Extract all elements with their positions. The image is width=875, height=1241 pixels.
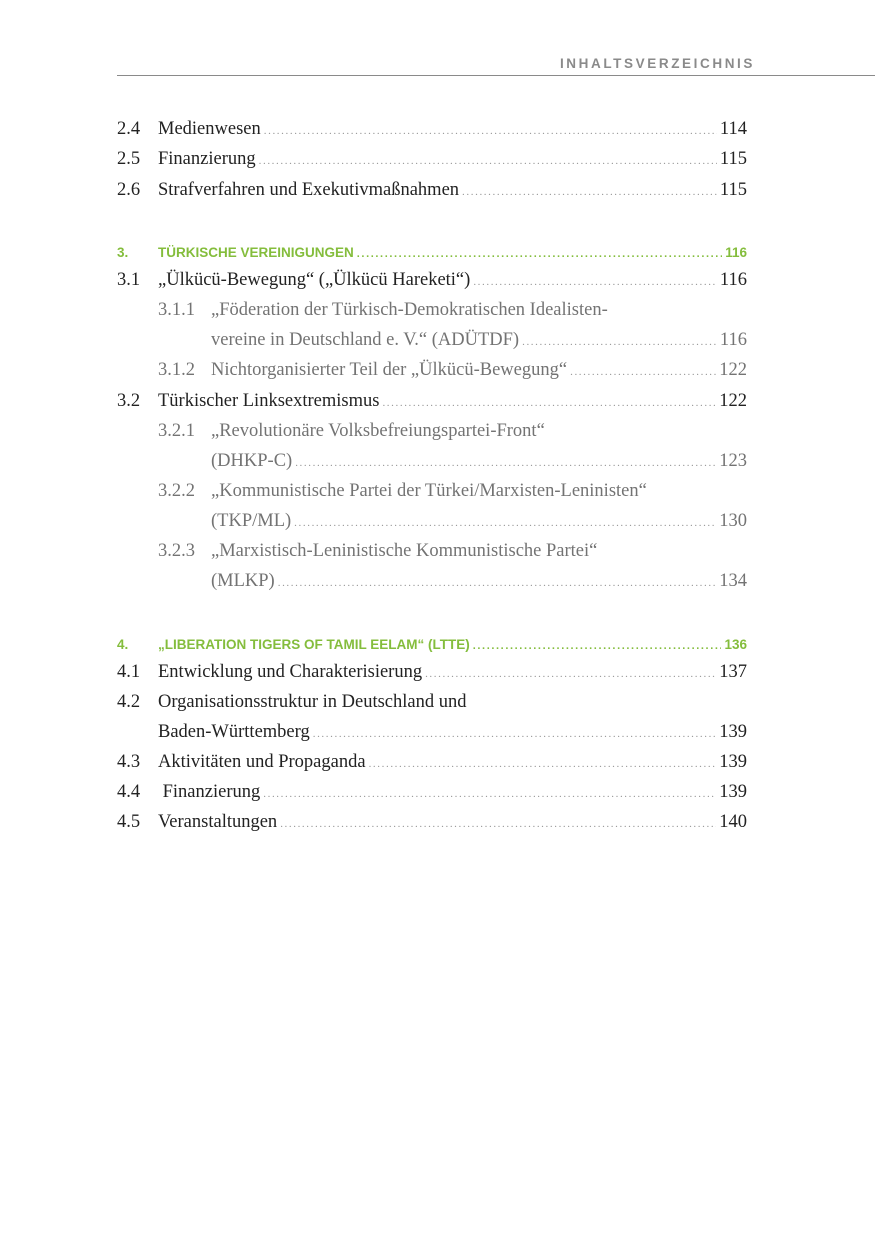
- dot-leader: [522, 336, 717, 348]
- toc-entry-4-2-cont[interactable]: [117, 722, 747, 752]
- toc-page-number: 134: [719, 571, 747, 591]
- dot-leader: [263, 788, 716, 800]
- toc-page-number: 140: [719, 812, 747, 832]
- toc-number: 3.1.1: [158, 300, 195, 320]
- toc-title: Entwicklung und Charakterisierung: [158, 662, 423, 682]
- toc-title: Nichtorganisierter Teil der „Ülkücü-Bewegung“: [211, 360, 568, 380]
- dot-leader: [473, 276, 717, 288]
- toc-page-number: 122: [719, 360, 747, 380]
- toc-title: „Ülkücü-Bewegung“ („Ülkücü Hareketi“): [158, 270, 471, 290]
- toc-title-line1: „Föderation der Türkisch-Demokratischen Idealisten-: [211, 300, 608, 320]
- dot-leader: [462, 186, 717, 198]
- toc-number: 2.4: [117, 119, 141, 139]
- toc-number: 4.: [117, 637, 129, 652]
- toc-page-number: 114: [719, 119, 747, 139]
- toc-title: Medienwesen: [158, 119, 261, 139]
- toc-entry-3-2-2-cont[interactable]: [117, 511, 747, 541]
- toc-entry-3-2-1-cont[interactable]: [117, 451, 747, 481]
- toc-entry-3-2-2[interactable]: [117, 481, 747, 511]
- toc-number: 3.2.3: [158, 541, 195, 561]
- toc-title-line1: „Kommunistische Partei der Türkei/Marxisten-Leninisten“: [211, 481, 647, 501]
- toc-title: Aktivitäten und Propaganda: [158, 752, 366, 772]
- toc-number: 3.1.2: [158, 360, 195, 380]
- toc-title: Finanzierung: [158, 782, 261, 802]
- toc-number: 3.2.1: [158, 421, 195, 441]
- toc-page-number: 122: [719, 391, 747, 411]
- toc-entry-2-5[interactable]: [117, 149, 747, 179]
- toc-entry-3-2-3-cont[interactable]: [117, 571, 747, 601]
- toc-title: TÜRKISCHE VEREINIGUNGEN: [158, 245, 354, 260]
- dot-leader: [357, 248, 722, 260]
- dot-leader: [295, 457, 716, 469]
- toc-page-number: 115: [719, 149, 747, 169]
- dot-leader: [259, 155, 717, 167]
- toc-title: Veranstaltungen: [158, 812, 278, 832]
- toc-title-line2: (TKP/ML): [211, 511, 292, 531]
- toc-number: 3.2.2: [158, 481, 195, 501]
- toc-title: „LIBERATION TIGERS OF TAMIL EELAM“ (LTTE): [158, 637, 470, 652]
- dot-leader: [473, 640, 722, 652]
- toc-number: 3.2: [117, 391, 141, 411]
- toc-entry-2-4[interactable]: [117, 119, 747, 149]
- dot-leader: [369, 758, 717, 770]
- toc-page-number: 116: [719, 270, 747, 290]
- toc-page-number: 130: [719, 511, 747, 531]
- toc-entry-3-1[interactable]: [117, 270, 747, 300]
- toc-entry-3-1-1[interactable]: [117, 300, 747, 330]
- dot-leader: [570, 366, 716, 378]
- toc-number: 2.5: [117, 149, 141, 169]
- dot-leader: [264, 125, 717, 137]
- header-divider: [117, 75, 875, 76]
- toc-title-line2: vereine in Deutschland e. V.“ (ADÜTDF): [211, 330, 520, 350]
- toc-page-number: 139: [719, 782, 747, 802]
- toc-number: 3.1: [117, 270, 141, 290]
- toc-entry-4-5[interactable]: [117, 812, 747, 842]
- dot-leader: [278, 577, 717, 589]
- dot-leader: [382, 397, 716, 409]
- toc-title: Strafverfahren und Exekutivmaßnahmen: [158, 180, 460, 200]
- toc-number: 4.5: [117, 812, 141, 832]
- dot-leader: [280, 818, 716, 830]
- toc-page-number: 139: [719, 752, 747, 772]
- toc-title: Türkischer Linksextremismus: [158, 391, 380, 411]
- toc-page-number: 115: [719, 180, 747, 200]
- toc-number: 4.4: [117, 782, 141, 802]
- running-header: INHALTSVERZEICHNIS: [559, 56, 755, 71]
- toc-entry-4-4[interactable]: [117, 782, 747, 812]
- toc-title-line2: (DHKP-C): [211, 451, 293, 471]
- toc-page-number: 116: [725, 245, 747, 260]
- toc-page-number: 136: [724, 637, 747, 652]
- toc-entry-4-2[interactable]: [117, 692, 747, 722]
- toc-number: 3.: [117, 245, 129, 260]
- toc-title-line2: (MLKP): [211, 571, 275, 591]
- toc-entry-3-2-3[interactable]: [117, 541, 747, 571]
- toc-page-number: 116: [719, 330, 747, 350]
- toc-page-number: 139: [719, 722, 747, 742]
- toc-entry-3-1-2[interactable]: [117, 360, 747, 390]
- toc-title-line2: Baden-Württemberg: [158, 722, 310, 742]
- toc-title: Finanzierung: [158, 149, 256, 169]
- toc-entry-4-3[interactable]: [117, 752, 747, 782]
- dot-leader: [425, 668, 716, 680]
- toc-number: 2.6: [117, 180, 141, 200]
- toc-title-line1: „Marxistisch-Leninistische Kommunistische Partei“: [211, 541, 598, 561]
- toc-number: 4.3: [117, 752, 141, 772]
- toc-title-line1: Organisationsstruktur in Deutschland und: [158, 692, 467, 712]
- toc-entry-3-2[interactable]: [117, 391, 747, 421]
- toc-page-number: 123: [719, 451, 747, 471]
- toc-title-line1: „Revolutionäre Volksbefreiungspartei-Front“: [211, 421, 545, 441]
- toc-entry-3-1-1-cont[interactable]: [117, 330, 747, 360]
- toc-entry-3-2-1[interactable]: [117, 421, 747, 451]
- toc-entry-2-6[interactable]: [117, 180, 747, 210]
- toc-number: 4.2: [117, 692, 141, 712]
- dot-leader: [313, 728, 717, 740]
- toc-entry-4-1[interactable]: [117, 662, 747, 692]
- toc-number: 4.1: [117, 662, 141, 682]
- toc-page-number: 137: [719, 662, 747, 682]
- dot-leader: [294, 517, 716, 529]
